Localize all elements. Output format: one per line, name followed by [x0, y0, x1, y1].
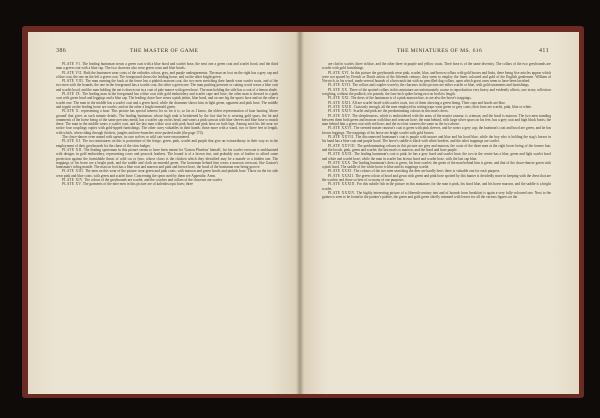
paragraph — [322, 114, 551, 127]
plate-number: PLATE IX. — [62, 92, 82, 97]
paragraph — [322, 174, 551, 183]
plate-number: PLATE XXVIII. — [328, 143, 357, 148]
right-running-title: THE MINIATURES OF MS. 616 — [396, 48, 483, 54]
paragraph — [322, 135, 551, 144]
left-running-title: THE MASTER OF GAME — [129, 48, 199, 54]
left-page-text — [56, 62, 278, 380]
paragraph-text: are clad in scarlet, three in blue, and the other three in purple and yellow coats. Their hose is of the same diversity. The collars of the two greyhounds are scarlet with gold furnishings. — [322, 62, 551, 71]
paragraph-text: Both the huntsmen wear coats of the orthodox colour, grey, and purple undergarments. The man on foot on the right has a grey cap and a blue coat, the one on the left a green coat. The foreground shows the leading horse, and on the other bright green. — [56, 70, 278, 79]
plate-number: PLATE XXXII. — [328, 173, 355, 178]
paragraph-text: The leading man in the foreground has a blue coat with gold embroidery and scarlet cape and hose, the other man is dressed in a pink coat with green hood and leggings and a blue cap. The leading chace-lace wears a pink jerkin, blue hood, and on one leg the sports hose and on the other a scarlet one. The man in the middle has a scarlet coat and a green hood, while the drummer shows him in light green, apparent and pink hose. The middle and topple on the leading horse are scarlet, and on the other a bright emerald green. — [56, 92, 278, 109]
plate-number: PLATE VI. — [62, 62, 82, 66]
plate-number: PLATE XXXIV. — [328, 190, 356, 195]
paragraph — [56, 148, 278, 169]
paragraph-text: The highly interesting picture of a fifteenth-century tent and of hounds from breakfast is again a very fully-coloured one. Next to the guinea is seen to be found in the painter's palette, the green and gold green chiefly trimmed with leaves for all the various figures on the — [322, 190, 551, 200]
paragraph — [56, 169, 278, 178]
paragraph — [56, 109, 278, 135]
paragraph-text: The leading huntsman's coat is pink; he has a grey hood and scarlet hose; the two in the centre has a blue, green and light scarlet hood and white and scarlet hose; while the man in scarlet has brown hood and scarlet hose, with the last cap blue. — [322, 152, 551, 161]
paragraph-text: The leading huntsman wears a green coat with a blue hood and scarlet hose, the next one a green coat and scarlet hood, and the third man a green coat with a blue cap. The two chaceurs also wear green coats and blue hoods. — [56, 62, 278, 71]
paragraph — [322, 182, 551, 191]
right-page — [300, 32, 579, 394]
paragraph — [322, 62, 551, 71]
paragraph-text: The man running the buck at the fence has a pinkish maroon coat, the two men stretching their hands wear scarlet coats, and of the two men with the hounds, the one in the foreground has a scarlet coat, the other a green one. The man pushing presents or cutting wood wears a blue coat and scarlet hood, and the man holding the net is drawn out in a coat of pale mauve with green hose. The man holding the stile has a coat of a lemon shade. — [56, 79, 278, 92]
right-page-number: 411 — [539, 48, 549, 54]
paragraph-text: The garments of the nine men in this picture are of kaleidoscopic hues; three — [82, 182, 193, 187]
paragraph-text: The disconnected huntsman's coat is purple with mauve and blue and his hood blue, while the boy who is holding the stag's horses in his hand has a blue coat and purple hood. The horse's saddle is black with white borders, and the other trappings are scarlet. — [322, 135, 551, 144]
paragraph-text: The chace-dancer even armed with spears, in case wolves or wild cats were encountered. — [62, 135, 190, 140]
paragraph — [322, 71, 551, 84]
right-page-text — [322, 62, 551, 380]
paragraph — [56, 79, 278, 92]
plate-number: PLATE XXII. — [328, 100, 352, 105]
left-running-head — [28, 48, 300, 60]
plate-number: PLATE XVI. — [328, 70, 350, 75]
paragraph — [322, 152, 551, 161]
paragraph-text: All are scarlet-faced with scarlet coats, two of them showing a green lining. Their caps and hoods are blue. — [352, 100, 506, 105]
paragraph-text: The colours of the two men searching the deer are hardly here; there is valuable one for each purpose. — [353, 169, 501, 174]
paragraph-text: The two miniatures on this is portraiture of the fringe, green, pink, scarlet and purple that give an extraordinary in their way as in the employment of their greyhounds for the chase of the slow badger. — [56, 139, 278, 148]
plate-number: PLATE VII. — [62, 70, 83, 75]
paragraph-text: The leading huntsman's dress is green, his hose scarlet; the green of the man behind him is green, and that of the chace-dancer green with a pink hood. The saddle of the white horse is blue and its trappings scarlet. — [322, 160, 551, 170]
paragraph — [322, 126, 551, 135]
plate-number: PLATE XXXIII. — [328, 182, 356, 187]
plate-number: PLATE X. — [62, 109, 80, 114]
paragraph-text: In this picture the greyhounds wear pink, scarlet, blue, and brown collars with gold bosses and links, there being five articles appear which were not spared by French or Dutch artists of the fifteenth century; they seem to employ the finest coloured and gold of the English gentlemen. William of Norwich, in his wood, made several hounds of a brownish tint with no pencilled dog collars, upon which great cares seem to have been lavished. — [322, 70, 551, 84]
plate-number: PLATE XXVI. — [328, 126, 353, 131]
plate-number: PLATE XX. — [328, 87, 349, 92]
plate-number: PLATE XXIV. — [328, 109, 353, 114]
left-page — [28, 32, 300, 394]
paragraph-text: The seemed master rauseur's coat is green with pink sleeves, and he wears a grey cap; the boatman's coat and hood are green, and he has brown leggings. The trappings of his horse are bright scarlet with gold bosses. — [322, 126, 551, 135]
paragraph — [322, 161, 551, 170]
paragraph-text: The colour of the greyhounds are scarlet, and the coaches and collars of the chaceurs are scarlet. — [84, 178, 223, 183]
left-page-number: 386 — [56, 48, 67, 54]
paragraph-text: The sleeplessness, which is embroidered with the arms of the master rauseur, is crimson, and the hood is maroon. The two men standing between them both green and maroon with blue and crimson hose; the man behind, with large silver spurs on his feet, has a grey coat and high black boots; the man behind him a green coat with red hose; and the two last wearers the same as the two above. — [322, 113, 551, 127]
paragraph — [56, 182, 278, 186]
plate-number: PLATE XXI. — [328, 96, 350, 101]
plate-number: PLATE XIV. — [62, 178, 84, 183]
paragraph — [322, 191, 551, 200]
plate-number: PLATE XI. — [62, 139, 82, 144]
paragraph — [322, 144, 551, 153]
paragraph-text: The men on this wear of the picture wear green and pink coats, with maroon and green hoods and pinkish hose. Those on the far side wear pink and blue coats, with green and scarlet hose. Concerning the spear used by them see Appendix: Arms. — [56, 169, 278, 178]
paragraph — [56, 92, 278, 109]
paragraph — [56, 71, 278, 80]
paragraph-text: For this subtile fish in the picture in this miniature, for the man is pink, his hood blue, and his horse maroon, and the saddle is a bright scarlet. — [322, 182, 551, 191]
paragraph-text: Curiously enough, all the men employed in setting traps wear green or grey coats; their hose are scarlet, pink, blue or white. — [353, 104, 533, 109]
paragraph — [56, 62, 278, 71]
plate-number: PLATE XVII. — [328, 83, 352, 88]
paragraph — [56, 139, 278, 148]
paragraph-text: Scarlet and pink are the predominating colours in this man's dress. — [353, 109, 449, 114]
plate-number: PLATE XXXI. — [328, 169, 353, 174]
plate-number: PLATE XXIII. — [328, 104, 353, 109]
paragraph-text: The green colour of hood and gown with green and pink hose spotted by this hunter is decidedly more in keeping with the dress that are the scarlets and those so best of so many of our purposes. — [322, 173, 551, 183]
paragraph-text: representing a boar. This picture has special interest for us for it is, so far as I know, the oldest representation of boar hunting 'above ground' that gives us such minute details. The leading huntsman, whose high rank is betokened by the fact that he is wearing gold spurs, the lot and ornaments of the horse being of the same precious metal, has a scarlet cap on his head, and wears a pink surcoat with blue sleeves and blue hose to match these. The man in the middle wears a scarlet coat, and the last man a blue coat with pink hood and pink hose on both legs. Among each his left near we notice four couplings copies with gold-tipped furnishings. The other curry valuables in their hands; those more with a wand, two or three feet in length, with which, when riding through thickets, jungles and tree-branches were pushed aside (the page 174). — [56, 109, 278, 135]
paragraph-text: The predominating colours in this picture are grey and maroon, the coats of the three men at the right lower being of the former hue, and the hoods, pink, green and scarlet; the last man's is maroon, and the hood and hose purple. — [322, 143, 551, 152]
right-running-head — [300, 48, 579, 60]
plate-number: PLATE VIII. — [62, 79, 85, 84]
paragraph-text: Three of the spotted collars in this miniature are unfortunately coarse to reproduction very heavy and evidently affects, one in my collection weighing, without the padlock, ten pounds; the four-inch spikes being rust on both its length. — [322, 87, 551, 97]
paragraph-text: The collars and couples worn by the chaceurs in this picture are either scarlet or blue, with gold ornaments and furnishings. — [352, 83, 530, 88]
plate-number: PLATE XXVII. — [328, 135, 355, 140]
paragraph-text: The leading sportsman in this picture seems to have been meant for 'Gaston Phoebus' himself, for his scarlet overcoat is emblazoned with designs in gold embroidery, representing roses and peacock feathers. The hound is of a brown tint, and probably was of leather to afford some protection against the formidable thrust of wild cat or lynx, whose claws is the chicken which they identified may be a mantle or a hidden one. The trappings of his horse are a bright pink, and the saddle and cloth an emerald green. The horseman behind him wears a maroon overcoat, like Gaston's huntsman's riding mantle. The man on foot has a blue coat and maroon and pink and brown hose, the hood of the huntsman rear being groove. — [56, 147, 278, 170]
plate-number: PLATE XXIX. — [328, 152, 354, 157]
paragraph — [322, 88, 551, 97]
book-gutter — [296, 32, 304, 394]
plate-number: PLATE XXX. — [328, 160, 352, 165]
plate-number: PLATE XIII. — [62, 169, 85, 174]
plate-number: PLATE XII. — [62, 147, 83, 152]
plate-number: PLATE XXV. — [328, 113, 352, 118]
paragraph-text: The dress of the huntsman is of a pink maroon hue, as are also the horse's trappings. — [350, 96, 472, 101]
plate-number: PLATE XV. — [62, 182, 83, 187]
